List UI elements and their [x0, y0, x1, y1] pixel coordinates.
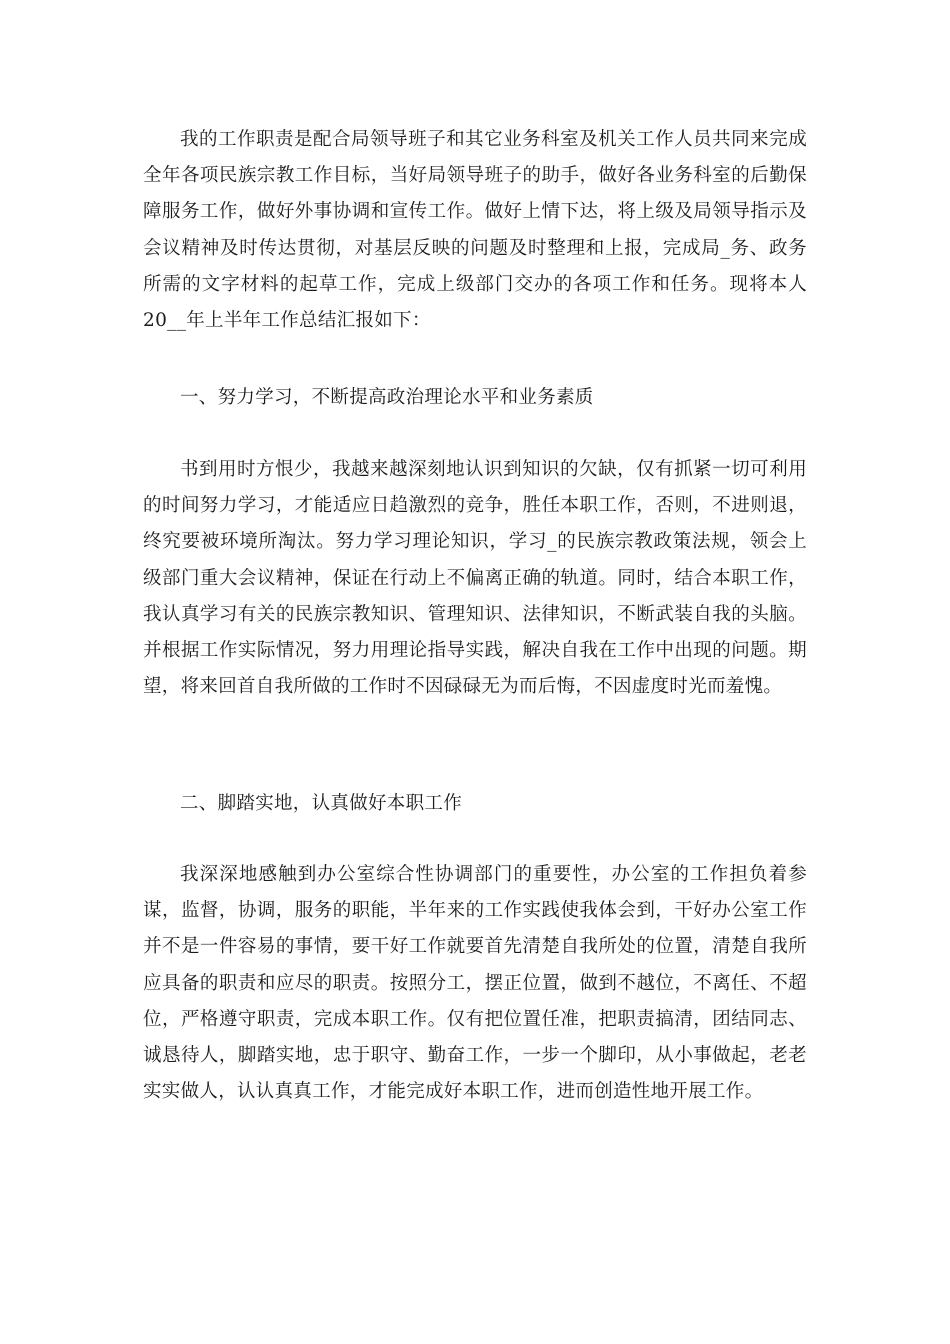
section-1-paragraph: 书到用时方恨少，我越来越深刻地认识到知识的欠缺，仅有抓紧一切可利用的时间努力学习，才能适应日趋激烈的竞争，胜任本职工作，否则，不进则退，终究要被环境所淘汰。努力学习理论知识，学习_的民族宗教政策法规，领会上级部门重大会议精神，保证在行动上不偏离正确的轨道。同时，结合本职工作，我认真学习有关的民族宗教知识、管理知识、法律知识，不断武装自我的头脑。并根据工作实际情况，努力用理论指导实践，解决自我在工作中出现的问题。期望，将来回首自我所做的工作时不因碌碌无为而后悔，不因虚度时光而羞愧。: [143, 459, 807, 698]
section-1-heading: 一、努力学习，不断提高政治理论水平和业务素质: [180, 387, 594, 408]
section-2-heading: 二、脚踏实地，认真做好本职工作: [180, 793, 463, 814]
intro-paragraph: 我的工作职责是配合局领导班子和其它业务科室及机关工作人员共同来完成全年各项民族宗教工作目标，当好局领导班子的助手，做好各业务科室的后勤保障服务工作，做好外事协调和宣传工作。做好上情下达，将上级及局领导指示及会议精神及时传达贯彻，对基层反映的问题及时整理和上报，完成局_务、政务所需的文字材料的起草工作，完成上级部门交办的各项工作和任务。现将本人20__年上半年工作总结汇报如下：: [143, 129, 807, 332]
section-2-paragraph: 我深深地感触到办公室综合性协调部门的重要性，办公室的工作担负着参谋，监督，协调，服务的职能，半年来的工作实践使我体会到，干好办公室工作并不是一件容易的事情，要干好工作就要首先清楚自我所处的位置，清楚自我所应具备的职责和应尽的职责。按照分工，摆正位置，做到不越位，不离任、不超位，严格遵守职责，完成本职工作。仅有把位置任准，把职责搞清，团结同志、诚恳待人，脚踏实地，忠于职守、勤奋工作，一步一个脚印，从小事做起，老老实实做人，认认真真工作，才能完成好本职工作，进而创造性地开展工作。: [143, 864, 807, 1103]
